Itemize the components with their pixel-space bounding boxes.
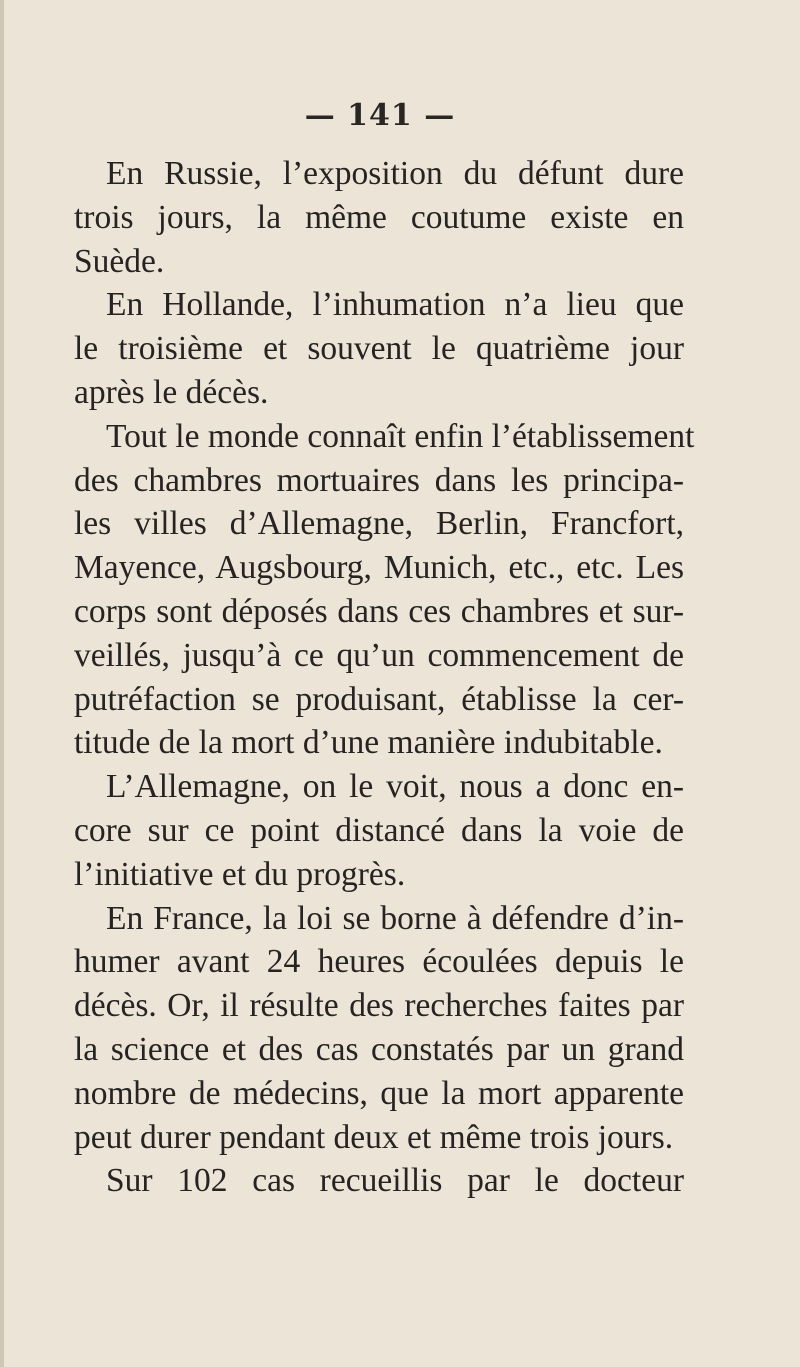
text-line: En Hollande, l’inhumation n’a lieu que xyxy=(106,286,684,324)
text-line: L’Allemagne, on le voit, nous a donc en- xyxy=(106,768,684,806)
text-line: peut durer pendant deux et même trois jours. xyxy=(74,1118,674,1156)
text-line: décès. Or, il résulte des recherches faites par xyxy=(74,987,684,1025)
page-edge xyxy=(0,0,4,1367)
text-line: la science et des cas constatés par un grand xyxy=(74,1030,684,1068)
text-line: trois jours, la même coutume existe en xyxy=(74,198,684,236)
text-line: core sur ce point distancé dans la voie de xyxy=(74,811,684,849)
text-line: l’initiative et du progrès. xyxy=(74,855,406,893)
text-line: veillés, jusqu’à ce qu’un commencement de xyxy=(74,636,684,674)
text-line: après le décès. xyxy=(74,373,269,411)
text-line: les villes d’Allemagne, Berlin, Francfort, xyxy=(74,505,684,543)
text-line: nombre de médecins, que la mort apparente xyxy=(74,1074,684,1112)
body-text xyxy=(74,152,695,1203)
text-line: En France, la loi se borne à défendre d’in- xyxy=(106,899,684,937)
text-line: titude de la mort d’une manière indubitable. xyxy=(74,724,663,762)
page-number: — 141 — xyxy=(304,98,456,133)
text-line: humer avant 24 heures écoulées depuis le xyxy=(74,943,684,981)
text-line: Mayence, Augsbourg, Munich, etc., etc. Les xyxy=(74,549,684,587)
text-line: Sur 102 cas recueillis par le docteur xyxy=(106,1162,684,1200)
text-line: En Russie, l’exposition du défunt dure xyxy=(106,155,684,192)
text-line: le troisième et souvent le quatrième jour xyxy=(74,330,684,368)
text-line: putréfaction se produisant, établisse la cer- xyxy=(74,680,684,718)
text-line: des chambres mortuaires dans les principa- xyxy=(74,461,684,499)
text-line: corps sont déposés dans ces chambres et sur- xyxy=(74,592,684,630)
text-line: Tout le monde connaît enfin l’établissement xyxy=(106,417,695,455)
text-line: Suède. xyxy=(74,242,165,280)
